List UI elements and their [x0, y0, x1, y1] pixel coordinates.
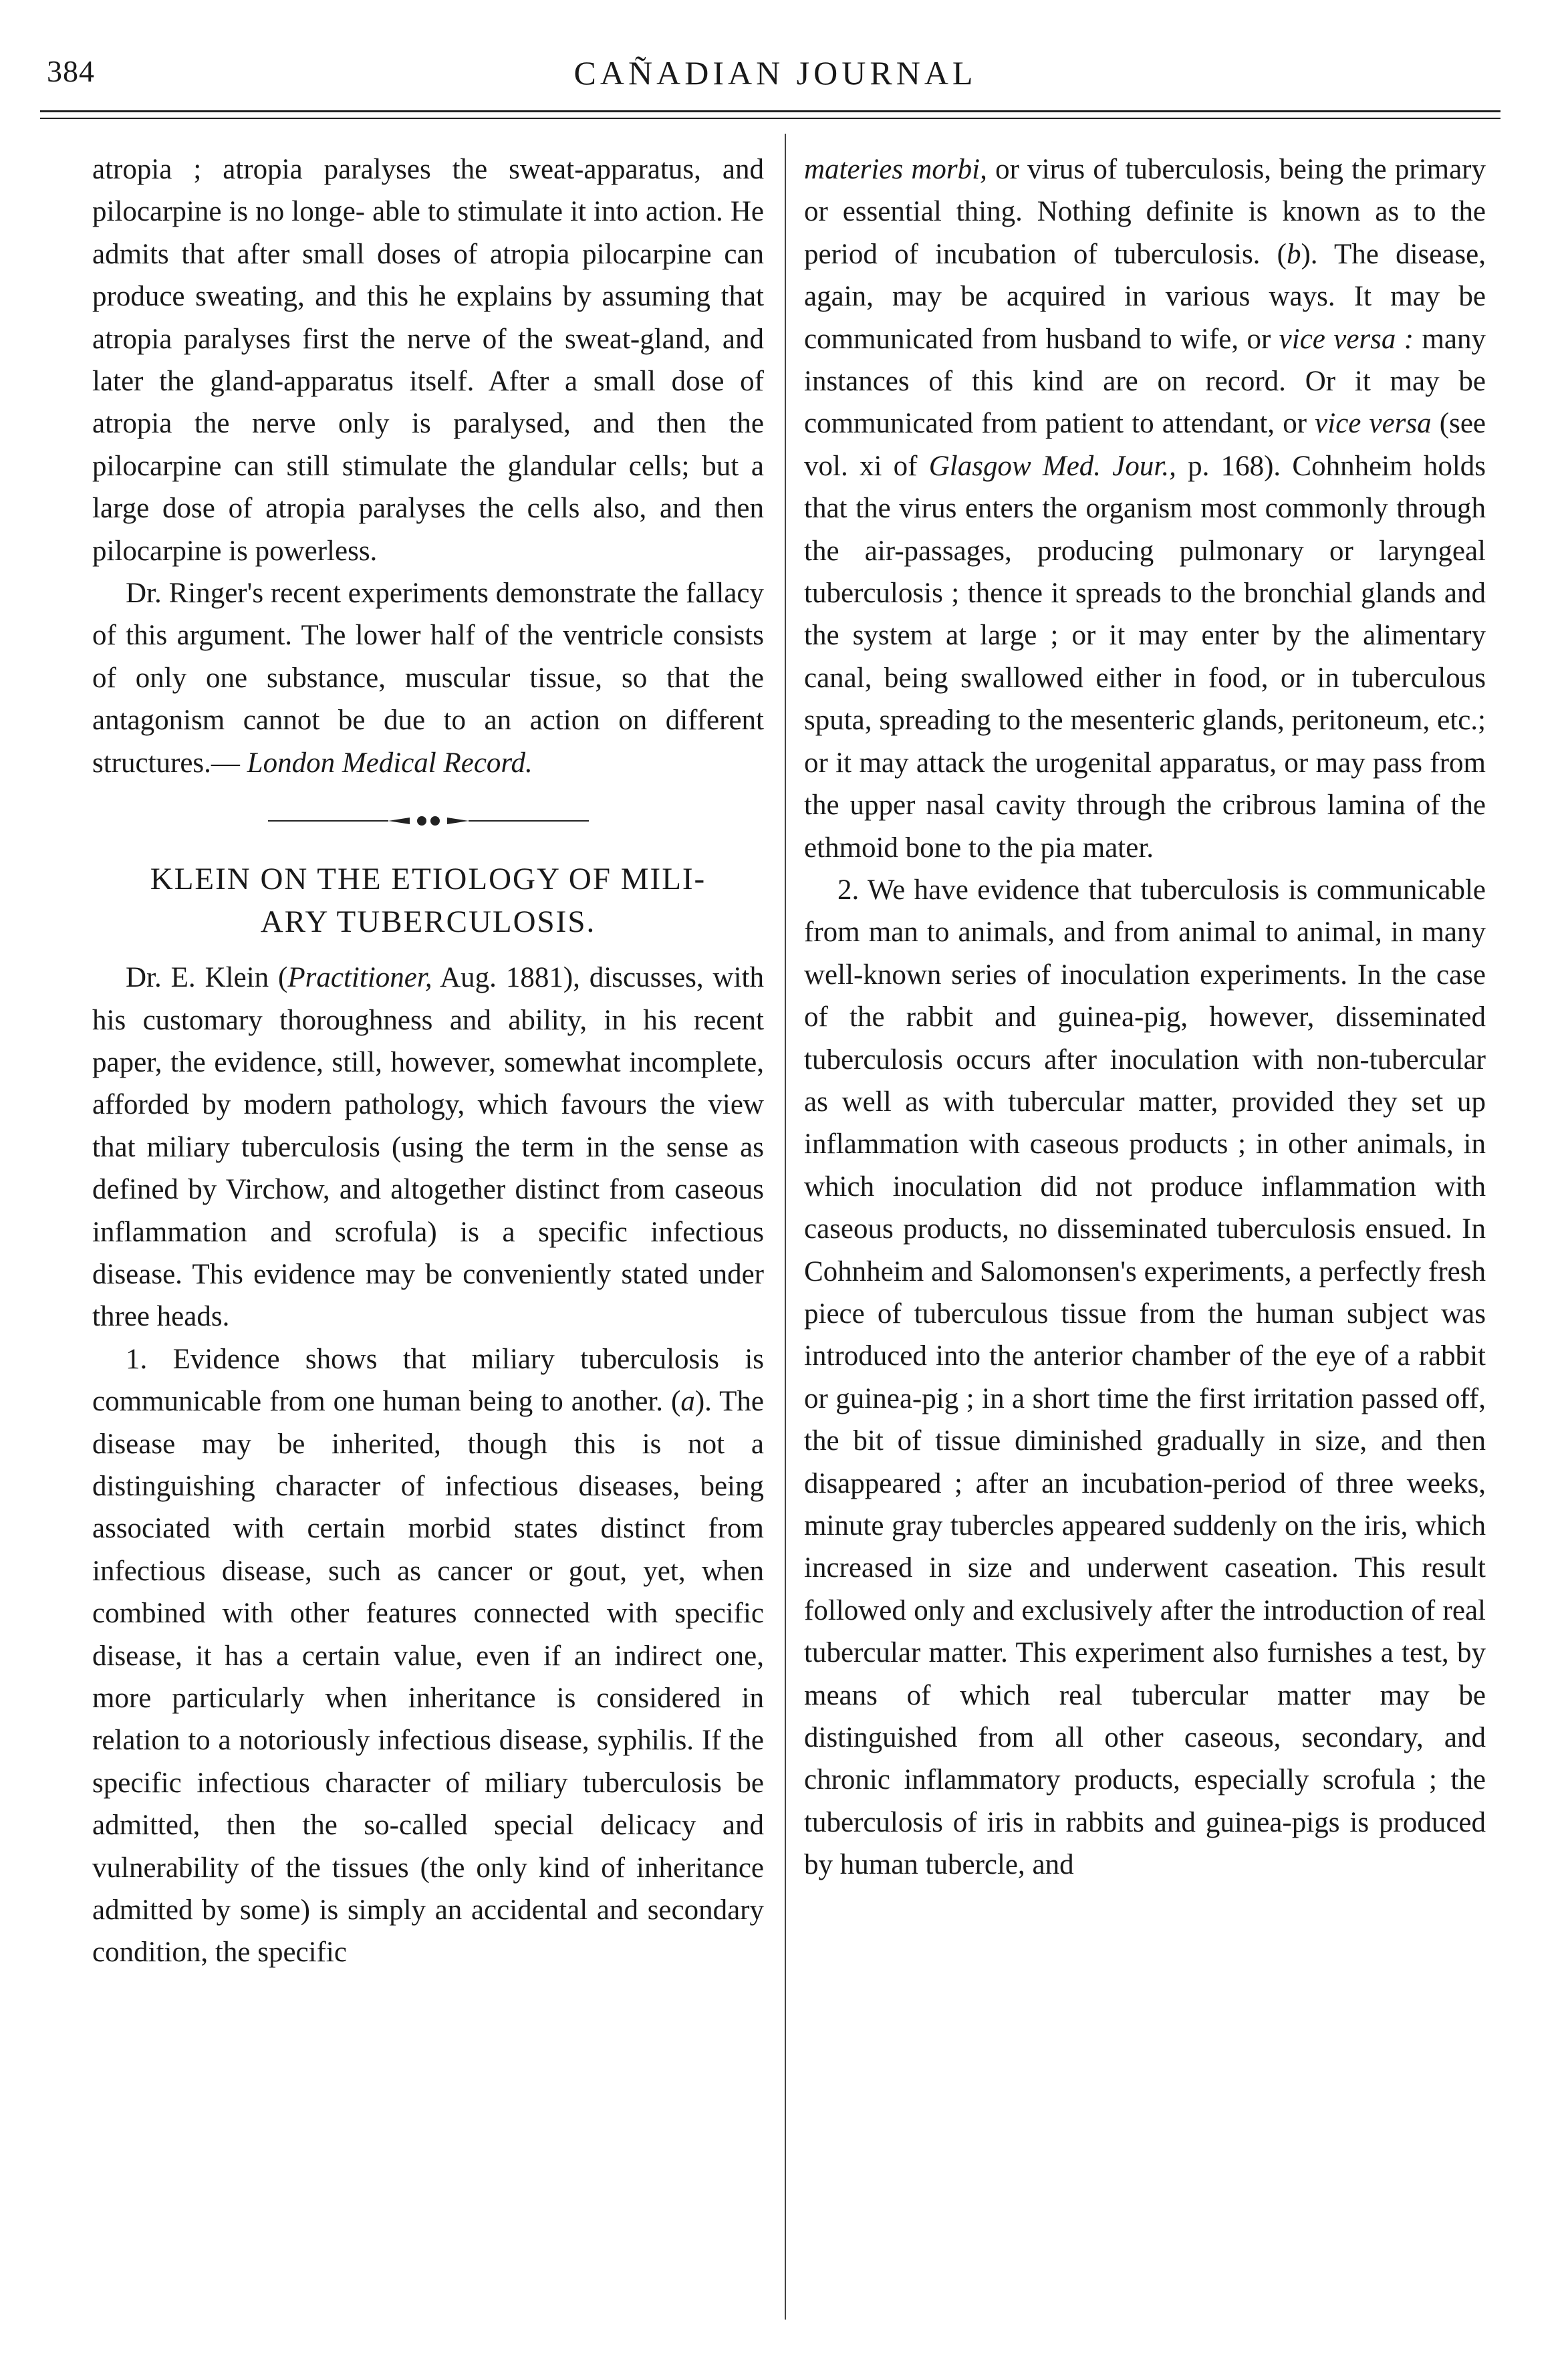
materies-text-c: many instances of this kind are on record. Or it may be communicated from patient to attendant, or	[804, 323, 1486, 440]
article-title-line-1: KLEIN ON THE ETIOLOGY OF MILI-	[150, 862, 706, 897]
materies-text-a: or virus of tuberculosis, being the primary or essential thing. Nothing definite is known as to the period of incubation of tuberculosis. (	[804, 154, 1486, 270]
materies-morbi-italic: materies morbi,	[804, 154, 987, 185]
paragraph-evidence-2: 2. We have evidence that tuberculosis is communicable from man to animals, and from animal to animal, in many well-known series of inoculation experiments. In the case of the rabbit and guinea-pig, however, disseminated tuberculosis occurs after inoculation with non-tubercular as well as with tubercular matter, provided they set up inflammation with caseous products ; in other animals, in which inoculation did not produce inflammation with caseous products, no disseminated tuberculosis ensued. In Cohnheim and Salomonsen's experiments, a perfectly fresh piece of tuberculous tissue from the human subject was introduced into the anterior chamber of the eye of a rabbit or guinea-pig ; in a short time the first irritation passed off, the bit of tissue diminished gradually in size, and then disappeared ; after an incubation-period of three weeks, minute gray tubercles appeared suddenly on the iris, which increased in size and underwent caseation. This result followed only and exclusively after the introduction of real tubercular matter. This experiment also furnishes a test, by means of which real tubercular matter may be distinguished from all other caseous, secondary, and chronic inflammatory products, especially scrofula ; the tuberculosis of iris in rabbits and guinea-pigs is produced by human tubercle, and	[804, 874, 1486, 1881]
page-header	[47, 48, 1504, 102]
paragraph-ringer	[92, 572, 764, 784]
article-title-line-2: ARY TUBERCULOSIS.	[260, 904, 596, 940]
evidence-1-marker: a	[680, 1386, 695, 1418]
glasgow-journal: Glasgow Med. Jour.,	[928, 450, 1176, 482]
klein-intro-rest: Aug. 1881), discusses, with his customary thoroughness and ability, in his recent paper, the evidence, still, however, somewhat incomplete, afforded by modern pathology, which favours the view that miliary tuberculosis (using the term in the sense as defined by Virchow, and altogether distinct from caseous inflammation and scrofula) is a specific infectious disease. This evidence may be conveniently stated under three heads.	[92, 962, 765, 1333]
article-title	[92, 858, 764, 943]
paragraph-materies-morbi	[804, 148, 1486, 869]
klein-intro-start: Dr. E. Klein (	[126, 962, 288, 994]
column-divider	[785, 134, 786, 2320]
paragraph-evidence-1	[92, 1338, 764, 1974]
vice-versa-1: vice versa :	[1279, 323, 1414, 355]
paragraph-klein-intro	[92, 957, 764, 1338]
materies-text-d: (see vol. xi of	[804, 408, 1486, 482]
ringer-text: Dr. Ringer's recent experiments demonstrate the fallacy of this argument. The lower half of the ventricle consists of only one substance, muscular tissue, so that the antagonism cannot be due to an action on different structures.—	[92, 578, 764, 779]
ornament-rule-icon	[255, 814, 602, 828]
paragraph-atropia: atropia ; atropia paralyses the sweat-apparatus, and pilocarpine is no longe- able to stimulate it into action. He admits that after small doses of atropia pilocarpine can produce sweating, and this he explains by assuming that atropia paralyses first the nerve of the sweat-gland, and later the gland-apparatus itself. After a small dose of atropia the nerve only is paralysed, and then the pilocarpine can still stimulate the glandular cells; but a large dose of atropia paralyses the cells also, and then pilocarpine is powerless.	[92, 154, 764, 567]
evidence-1-start: 1. Evidence shows that miliary tuberculosis is communicable from one human being to another. (	[92, 1343, 764, 1418]
header-rule-bottom	[40, 118, 1500, 119]
source-citation: London Medical Record.	[247, 747, 533, 779]
evidence-1-rest: ). The disease may be inherited, though this is not a distinguishing character of infectious diseases, being associated with certain morbid states distinct from infectious disease, such as cancer or gout, yet, when combined with other features connected with specific disease, it has a certain value, even if an indirect one, more particularly when inheritance is considered in relation to a notoriously infectious disease, syphilis. If the specific infectious character of miliary tuberculosis be admitted, then the so-called special delicacy and vulnerability of the tissues (the only kind of inheritance admitted by some) is simply an accidental and secondary condition, the specific	[92, 1386, 764, 1969]
marker-b: b	[1286, 238, 1301, 270]
materies-text-b: ). The disease, again, may be acquired in various ways. It may be communicated from husband to wife, or	[804, 238, 1486, 355]
running-title: CAÑADIAN JOURNAL	[573, 54, 977, 92]
vice-versa-2: vice versa	[1315, 408, 1432, 440]
section-ornament	[92, 784, 764, 858]
header-rule-top	[40, 110, 1500, 112]
materies-text-e: p. 168). Cohnheim holds that the virus enters the organism most commonly through the air-passages, producing pulmonary or laryngeal tuberculosis ; thence it spreads to the bronchial glands and the system at large ; or it may enter by the alimentary canal, being swallowed either in food, or in tuberculous sputa, spreading to the mesenteric glands, peritoneum, etc.; or it may attack the urogenital apparatus, or may pass from the upper nasal cavity through the cribrous lamina of the ethmoid bone to the pia mater.	[804, 450, 1486, 864]
page-number: 384	[47, 54, 95, 88]
journal-name-practitioner: Practitioner,	[287, 962, 432, 994]
right-column	[804, 148, 1486, 1886]
left-column	[92, 148, 764, 1974]
